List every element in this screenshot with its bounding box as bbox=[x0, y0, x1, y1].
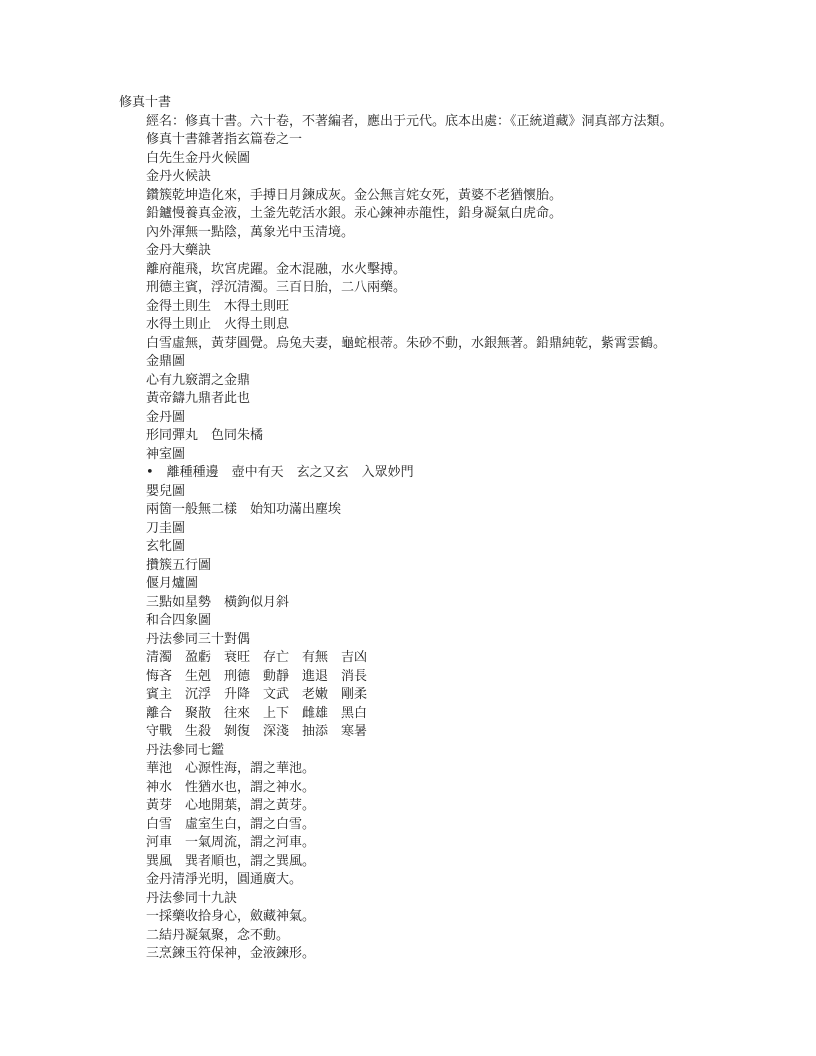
text-line: 玄牝圖 bbox=[146, 539, 186, 554]
text-line: 一採藥收拾身心，斂藏神氣。 bbox=[146, 909, 316, 924]
text-line: 內外渾無一點陰，萬象光中玉清境。 bbox=[146, 224, 355, 240]
text-line: 刑德主賓，浮沉清濁。三百日胎，二八兩藥。 bbox=[146, 280, 407, 295]
text-line: 華池 心源性海，謂之華池。 bbox=[146, 761, 316, 776]
text-line: 離府龍飛，坎宮虎躍。金木混融，水火擊搏。 bbox=[146, 261, 407, 277]
text-line: 離合 聚散 往來 上下 雌雄 黑白 bbox=[146, 705, 368, 721]
text-line: 修真十書雜著指玄篇卷之一 bbox=[146, 132, 303, 147]
text-line: 河車 一氣周流，謂之河車。 bbox=[146, 835, 316, 850]
text-line: 嬰兒圖 bbox=[146, 483, 186, 499]
text-line: 賓主 沉浮 升降 文武 老嫩 剛柔 bbox=[146, 687, 368, 702]
text-line: 悔吝 生剋 刑德 動靜 進退 消長 bbox=[146, 668, 368, 684]
text-line: 守戰 生殺 剝復 深淺 抽添 寒暑 bbox=[146, 724, 368, 739]
text-line: 水得土則止 火得土則息 bbox=[146, 317, 290, 332]
text-line: 黃帝鑄九鼎者此也 bbox=[146, 391, 251, 406]
text-line: 鉛鑪慢養真金液，土釜先乾活水銀。汞心鍊神赤龍性，鉛身凝氣白虎命。 bbox=[146, 206, 563, 221]
text-line: 神水 性猶水也，謂之神水。 bbox=[146, 779, 316, 795]
text-line: 清濁 盈虧 衰旺 存亡 有無 吉凶 bbox=[146, 650, 368, 665]
text-line: 神室圖 bbox=[146, 446, 186, 462]
text-line: 鑽簇乾坤造化來，手搏日月鍊成灰。金公無言姹女死，黃婆不老猶懷胎。 bbox=[146, 187, 563, 203]
text-line: 丹法參同十九訣 bbox=[146, 890, 238, 906]
text-line: 和合四象圖 bbox=[146, 613, 212, 628]
text-line: 金丹火候訣 bbox=[146, 169, 212, 184]
text-line: 金丹清淨光明，圓通廣大。 bbox=[146, 872, 303, 887]
text-line: 經名：修真十書。六十卷，不著編者，應出于元代。底本出處：《正統道藏》洞真部方法類。 bbox=[146, 113, 673, 129]
text-line: 金丹大藥訣 bbox=[146, 243, 212, 258]
text-line: 巽風 巽者順也，謂之巽風。 bbox=[146, 853, 316, 869]
text-line: 三烹鍊玉符保神，金液鍊形。 bbox=[146, 946, 316, 961]
text-line: 白雪 虛室生白，謂之白雪。 bbox=[146, 816, 316, 832]
document-title: 修真十書 bbox=[119, 95, 172, 110]
text-line: 心有九竅謂之金鼎 bbox=[146, 372, 251, 388]
text-line: • 離種種邊 壺中有天 玄之又玄 入眾妙門 bbox=[146, 465, 414, 480]
text-line: 金得土則生 木得土則旺 bbox=[146, 298, 290, 314]
text-line: 攢簇五行圖 bbox=[146, 557, 212, 573]
text-line: 丹法參同三十對偶 bbox=[146, 631, 251, 647]
text-line: 形同彈丸 色同朱橘 bbox=[146, 428, 264, 443]
text-line: 白雪虛無，黃芽圓覺。烏兔夫妻，龜蛇根蒂。朱砂不動，水銀無著。鉛鼎純乾，紫霄雲鶴。 bbox=[146, 335, 667, 351]
text-line: 金丹圖 bbox=[146, 409, 186, 425]
text-line: 二結丹凝氣聚，念不動。 bbox=[146, 927, 290, 943]
document-page bbox=[119, 94, 673, 964]
text-line: 偃月爐圖 bbox=[146, 576, 199, 591]
document-body bbox=[119, 113, 673, 964]
text-line: 三點如星勢 橫鉤似月斜 bbox=[146, 594, 290, 610]
text-line: 兩箇一般無二樣 始知功滿出塵埃 bbox=[146, 502, 342, 517]
text-line: 刀圭圖 bbox=[146, 520, 186, 536]
text-line: 白先生金丹火候圖 bbox=[146, 150, 251, 166]
text-line: 丹法參同七鑑 bbox=[146, 742, 225, 758]
text-line: 金鼎圖 bbox=[146, 354, 186, 369]
text-line: 黃芽 心地開葉，謂之黃芽。 bbox=[146, 798, 316, 813]
